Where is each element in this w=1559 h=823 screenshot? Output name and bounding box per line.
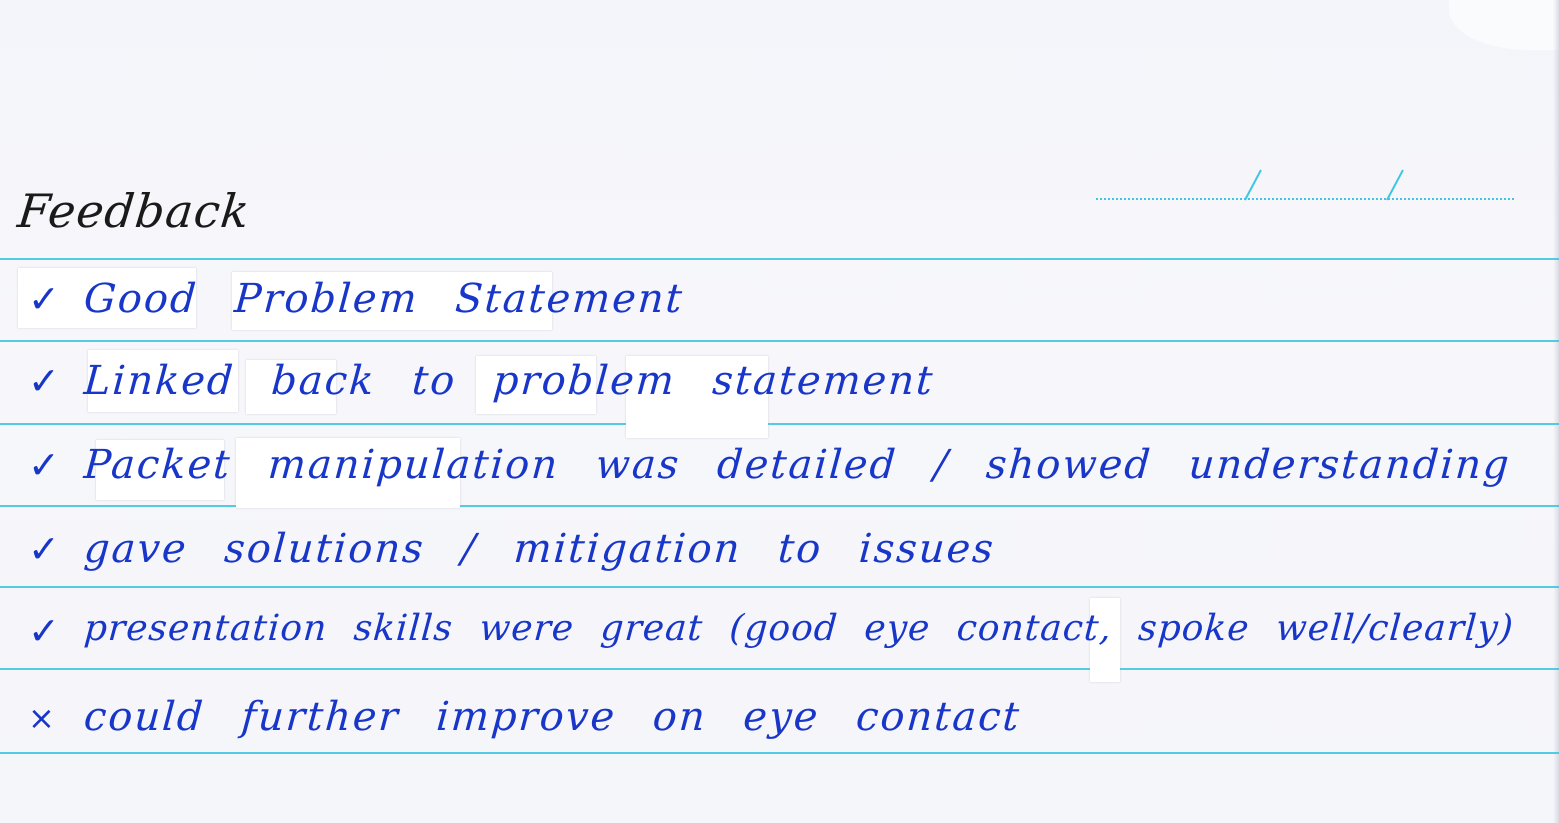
ruled-line xyxy=(0,423,1559,425)
ruled-line xyxy=(0,752,1559,754)
check-icon: ✓ xyxy=(28,527,60,571)
ruled-line xyxy=(0,586,1559,588)
feedback-item-text: could further improve on eye contact xyxy=(82,694,1023,740)
check-icon: ✓ xyxy=(28,277,60,321)
ruled-line xyxy=(0,668,1559,670)
check-icon: ✓ xyxy=(28,359,60,403)
paper-edge-shadow xyxy=(1553,0,1559,823)
feedback-item-text: presentation skills were great (good eye contact, spoke well/clearly) xyxy=(82,608,1516,649)
ruled-line xyxy=(0,258,1559,260)
header-tick-mark xyxy=(1244,170,1262,201)
check-icon: ✓ xyxy=(28,443,60,487)
feedback-item-text: Good Problem Statement xyxy=(82,276,686,322)
cross-icon: × xyxy=(28,699,55,737)
feedback-item-text: Packet manipulation was detailed / showed understanding xyxy=(82,442,1513,488)
feedback-item-text: gave solutions / mitigation to issues xyxy=(82,526,997,572)
header-dotted-line xyxy=(1096,198,1514,200)
header-tick-mark xyxy=(1386,170,1404,201)
card-heading: Feedback xyxy=(15,184,253,238)
paper-corner-fold xyxy=(1449,0,1559,50)
ruled-line xyxy=(0,340,1559,342)
ruled-line xyxy=(0,505,1559,507)
feedback-item-text: Linked back to problem statement xyxy=(82,358,936,404)
check-icon: ✓ xyxy=(28,609,60,653)
